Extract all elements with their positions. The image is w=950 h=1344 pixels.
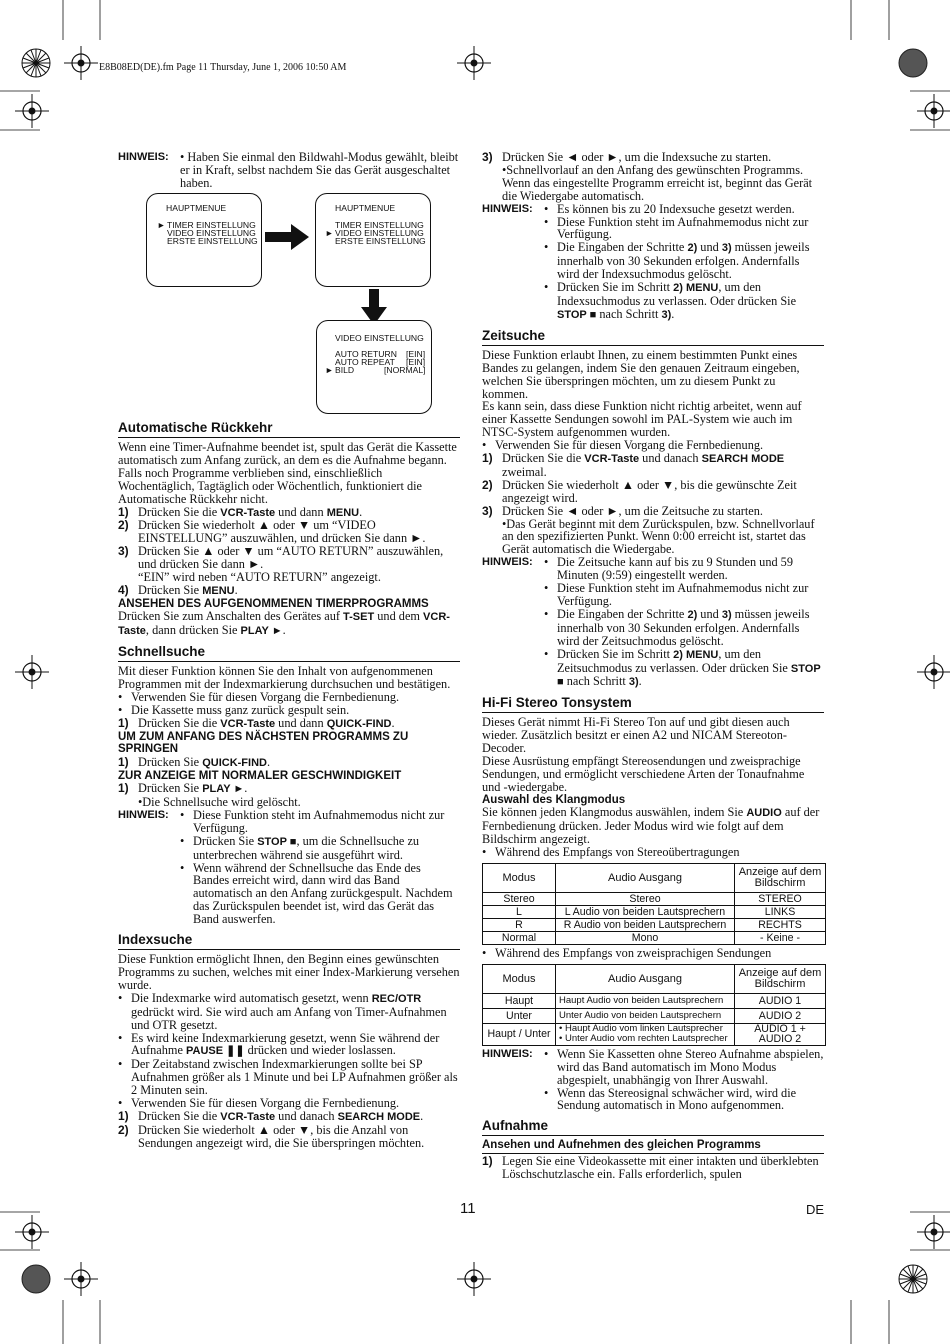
step: 1) Drücken Sie QUICK-FIND. [118, 754, 271, 769]
hinweis-text: • Haben Sie einmal den Bildwahl-Modus gewählt, bleibt er in Kraft, selbst nachdem Sie das Gerät ausgeschaltet haben. [180, 150, 459, 190]
step-note: •Das Gerät beginnt mit dem Zurückspulen, bzw. Schnellvorlauf an den spezifizierten Punkt. Wenn 0:00 erreicht ist, startet das Gerät automatisch die Wiedergabe. [502, 516, 815, 557]
step: 1) Drücken Sie die VCR-Taste und danach SEARCH MODE. [118, 1108, 424, 1123]
paragraph: Es kann sein, dass diese Funktion nicht richtig arbeitet, wenn auf einer Kassette Sendungen sowohl im PAL-System wie auch im NTSC-System aufgenommen wurden. [482, 399, 802, 440]
paragraph: Mit dieser Funktion können Sie den Inhalt von aufgenommenen Programmen mit der Indexmarkierung durchsuchen und bestätigen. [118, 664, 451, 692]
bullet: • Verwenden Sie für diesen Vorgang die Fernbedienung. [118, 690, 400, 704]
paragraph: Diese Funktion erlaubt Ihnen, zu einem bestimmten Punkt eines Bandes zu gelangen, indem Sie den genauen Zeitraum eingeben, welchen Sie überspringen möchten, um zu diesem Punkt zu kommen. [482, 347, 800, 401]
menu-item: VIDEO EINSTELLUNG [335, 228, 424, 238]
step: 1) Drücken Sie die VCR-Taste und danach SEARCH MODE zweimal. [482, 451, 785, 479]
subsection-title: Auswahl des Klangmodus [482, 793, 626, 806]
menu-screen-video-settings [316, 320, 432, 414]
stereo-mode-table: Modus Audio Ausgang Anzeige auf dem Bildschirm Stereo Stereo STEREO L L Audio von beiden Lautsprechern LINKS R R Audio von beiden Lautsprechern RECHTS Normal Mono - Keine - [482, 863, 826, 945]
menu-item: ERSTE EINSTELLUNG [335, 236, 426, 246]
step: 2) Drücken Sie wiederholt ▲ oder ▼, bis die gewünschte Zeit angezeigt wird. [482, 477, 797, 505]
paragraph: Drücken Sie zum Anschalten des Gerätes auf T-SET und dem VCR-Taste, dann drücken Sie PLAY ►. [118, 609, 450, 638]
paragraph: Diese Funktion ermöglicht Ihnen, den Beginn eines gewünschten Programms zu suchen, welches mit einer Index-Markierung versehen wurde. [118, 952, 460, 992]
menu-item: ERSTE EINSTELLUNG [167, 236, 258, 246]
step: 3) Drücken Sie ◄ oder ►, um die Indexsuche zu starten. [482, 150, 772, 164]
section-title-hifi: Hi-Fi Stereo Tonsystem [482, 695, 824, 713]
section-title-auto-return: Automatische Rückkehr [118, 420, 460, 438]
screen-title: VIDEO EINSTELLUNG [335, 333, 424, 343]
subsection-title: UM ZUM ANFANG DES NÄCHSTEN PROGRAMMS ZU SPRINGEN [118, 730, 409, 756]
bullet: • Die Kassette muss ganz zurück gespult sein. [118, 702, 350, 717]
cursor-icon: ► [157, 220, 166, 230]
bullet: • Während des Empfangs von zweisprachigen Sendungen [482, 945, 772, 960]
step: 3) Drücken Sie ▲ oder ▼ um “AUTO RETURN” auszuwählen, und drücken Sie dann ►. [118, 544, 444, 572]
bullet: • Während des Empfangs von Stereoübertragungen [482, 845, 740, 859]
setting-label: AUTO RETURN [335, 349, 397, 359]
page-number: 11 [460, 1200, 476, 1217]
menu-screen-main-2 [315, 193, 431, 287]
arrow-right-icon [265, 224, 309, 250]
menu-item: TIMER EINSTELLUNG [335, 220, 424, 230]
section-title-time-search: Zeitsuche [482, 328, 824, 346]
step-note: •Schnellvorlauf an den Anfang des gewünschten Programms. Wenn das eingestellte Programm erreicht ist, beginnt das Gerät die Wiedergabe automatisch. [502, 162, 813, 203]
hinweis-note: HINWEIS: • Die Zeitsuche kann auf bis zu 9 Stunden und 59 Minuten (9:59) eingestellt werden. • Diese Funktion steht im Aufnahmemodus nicht zur Verfügung. • Die Eingaben der Schritte 2) und 3) müssen jeweils innerhalb von 30 Sekunden erfolgen. Andernfalls wird der Zeitsuchmodus gelöscht. • Drücken Sie im Schritt 2) MENU, um den Zeitsuchmodus zu verlassen. Oder drücken Sie STOP ■ nach Schritt 3). [482, 555, 821, 689]
section-title-index-search: Indexsuche [118, 932, 460, 950]
section-title-recording: Aufnahme [482, 1118, 824, 1136]
step: 1) Drücken Sie PLAY ►. [118, 781, 248, 796]
bullet: • Die Indexmarke wird automatisch gesetzt, wenn REC/OTR gedrückt wird. Sie wird auch am Anfang von Timer-Aufnahmen und OTR gesetzt. [118, 990, 447, 1032]
cursor-icon: ► [325, 365, 334, 375]
step: 1) Drücken Sie die VCR-Taste und dann QUICK-FIND. [118, 715, 395, 730]
step: 2) Drücken Sie wiederholt ▲ oder ▼ um “VIDEO EINSTELLUNG” auszuwählen, und drücken Sie dann ►. [118, 518, 426, 546]
bullet: • Verwenden Sie für diesen Vorgang die Fernbedienung. [118, 1096, 400, 1111]
setting-label: BILD [335, 365, 355, 375]
step-note: “EIN” wird neben “AUTO RETURN” angezeigt. [138, 570, 381, 585]
screen-title: HAUPTMENUE [335, 203, 396, 213]
setting-label: AUTO REPEAT [335, 357, 395, 367]
hinweis-note: HINWEIS: • Wenn Sie Kassetten ohne Stereo Aufnahme abspielen, wird das Band automatisch im Mono Modus abgespielt, unabhängig von Ihrer Auswahl. • Wenn das Stereosignal schwächer wird, wird die Sendung automatisch in Mono aufgenommen. [482, 1046, 824, 1113]
setting-value: [NORMAL] [384, 365, 426, 375]
step: 4) Drücken Sie MENU. [118, 582, 238, 597]
step: 3) Drücken Sie ◄ oder ►, um die Zeitsuche zu starten. [482, 503, 763, 518]
paragraph: Diese Ausrüstung empfängt Stereosendungen und zweisprachige Sendungen, und ermöglicht verschiedene Arten der Tonaufnahme und -wiedergabe. [482, 754, 805, 794]
step: 2) Drücken Sie wiederholt ▲ oder ▼, bis die Anzahl von Sendungen angezeigt wird, die Sie überspringen möchten. [118, 1122, 425, 1150]
screen-title: HAUPTMENUE [166, 203, 227, 213]
subsection-title: ZUR ANZEIGE MIT NORMALER GESCHWINDIGKEIT [118, 769, 402, 782]
section-title-quick-search: Schnellsuche [118, 644, 460, 662]
subsection-title: ANSEHEN DES AUFGENOMMENEN TIMERPROGRAMMS [118, 597, 429, 610]
setting-value: [EIN] [406, 357, 426, 367]
bullet: • Der Zeitabstand zwischen Indexmarkierungen sollte bei SP Aufnahmen größer als 1 Minute und bei LP Aufnahmen größer als 2 Minuten sein. [118, 1057, 458, 1098]
step: 1) Legen Sie eine Videokassette mit einer intakten und überklebten Löschschutzlasche ein. Falls erforderlich, spulen [482, 1153, 819, 1181]
bullet: • Verwenden Sie für diesen Vorgang die Fernbedienung. [482, 438, 764, 453]
bullet: • Es wird keine Indexmarkierung gesetzt, wenn Sie während der Aufnahme PAUSE ❚❚ drücken und wieder loslassen. [118, 1030, 440, 1058]
setting-value: [EIN] [406, 349, 426, 359]
left-column [118, 151, 460, 190]
bilingual-mode-table: Modus Audio Ausgang Anzeige auf dem Bildschirm Haupt Haupt Audio von beiden Lautsprechern AUDIO 1 Unter Unter Audio von beiden Lautsprechern AUDIO 2 Haupt / Unter • Haupt Audio vom linken Lautsprecher • Unter Audio vom rechten Lautsprecher AUDIO 1 + AUDIO 2 [482, 964, 826, 1046]
file-info-header: E8B08ED(DE).fm Page 11 Thursday, June 1, 2006 10:50 AM [99, 62, 347, 73]
paragraph: Sie können jeden Klangmodus auswählen, indem Sie AUDIO auf der Fernbedienung drücken. Jeder Modus wird wie folgt auf dem Bildschirm angezeigt. [482, 805, 820, 847]
right-column [482, 151, 824, 1181]
step-note: •Die Schnellsuche wird gelöscht. [138, 795, 301, 810]
hinweis-label: HINWEIS: [118, 151, 169, 163]
hinweis-note: HINWEIS: • Diese Funktion steht im Aufnahmemodus nicht zur Verfügung. • Drücken Sie STOP ■, um die Schnellsuche zu unterbrechen während sie ausgeführt wird. • Wenn während der Schnellsuche das Ende des Bandes erreicht wird, dann wird das Band automatisch an den Anfang zurückgespult. Nachdem das Zurückspulen beendet ist, wird das Gerät das Band auswerfen. [118, 807, 453, 927]
step: 1) Drücken Sie die VCR-Taste und dann MENU. [118, 504, 363, 519]
menu-screen-main-1 [146, 193, 262, 287]
language-code: DE [806, 1202, 825, 1217]
paragraph: Wenn eine Timer-Aufnahme beendet ist, spult das Gerät die Kassette automatisch zum Anfang zurück, an dem es die Aufnahme begann. Falls noch Programme verblieben sind, einschließlich Wochentäglich, Tagtäglich oder Wöchentlich, funktioniert die Automatische Rückkehr nicht. [118, 440, 457, 506]
hinweis-note: HINWEIS: • Es können bis zu 20 Indexsuche gesetzt werden. • Diese Funktion steht im Aufnahmemodus nicht zur Verfügung. • Die Eingaben der Schritte 2) und 3) müssen jeweils innerhalb von 30 Sekunden erfolgen. Andernfalls wird der Indexsuchmodus gelöscht. • Drücken Sie im Schritt 2) MENU, um den Indexsuchmodus zu verlassen. Oder drücken Sie STOP ■ nach Schritt 3). [482, 201, 810, 321]
menu-item: TIMER EINSTELLUNG [167, 220, 256, 230]
paragraph: Dieses Gerät nimmt Hi-Fi Stereo Ton auf und gibt diesen auch wieder. Zusätzlich besitzt er einen A2 und NICAM Stereoton-Decoder. [482, 715, 790, 756]
menu-item: VIDEO EINSTELLUNG [167, 228, 256, 238]
cursor-icon: ► [325, 228, 334, 238]
hinweis-note [118, 151, 460, 190]
left-column-body [118, 414, 460, 1150]
subsection-title: Ansehen und Aufnehmen des gleichen Programms [482, 1139, 824, 1154]
